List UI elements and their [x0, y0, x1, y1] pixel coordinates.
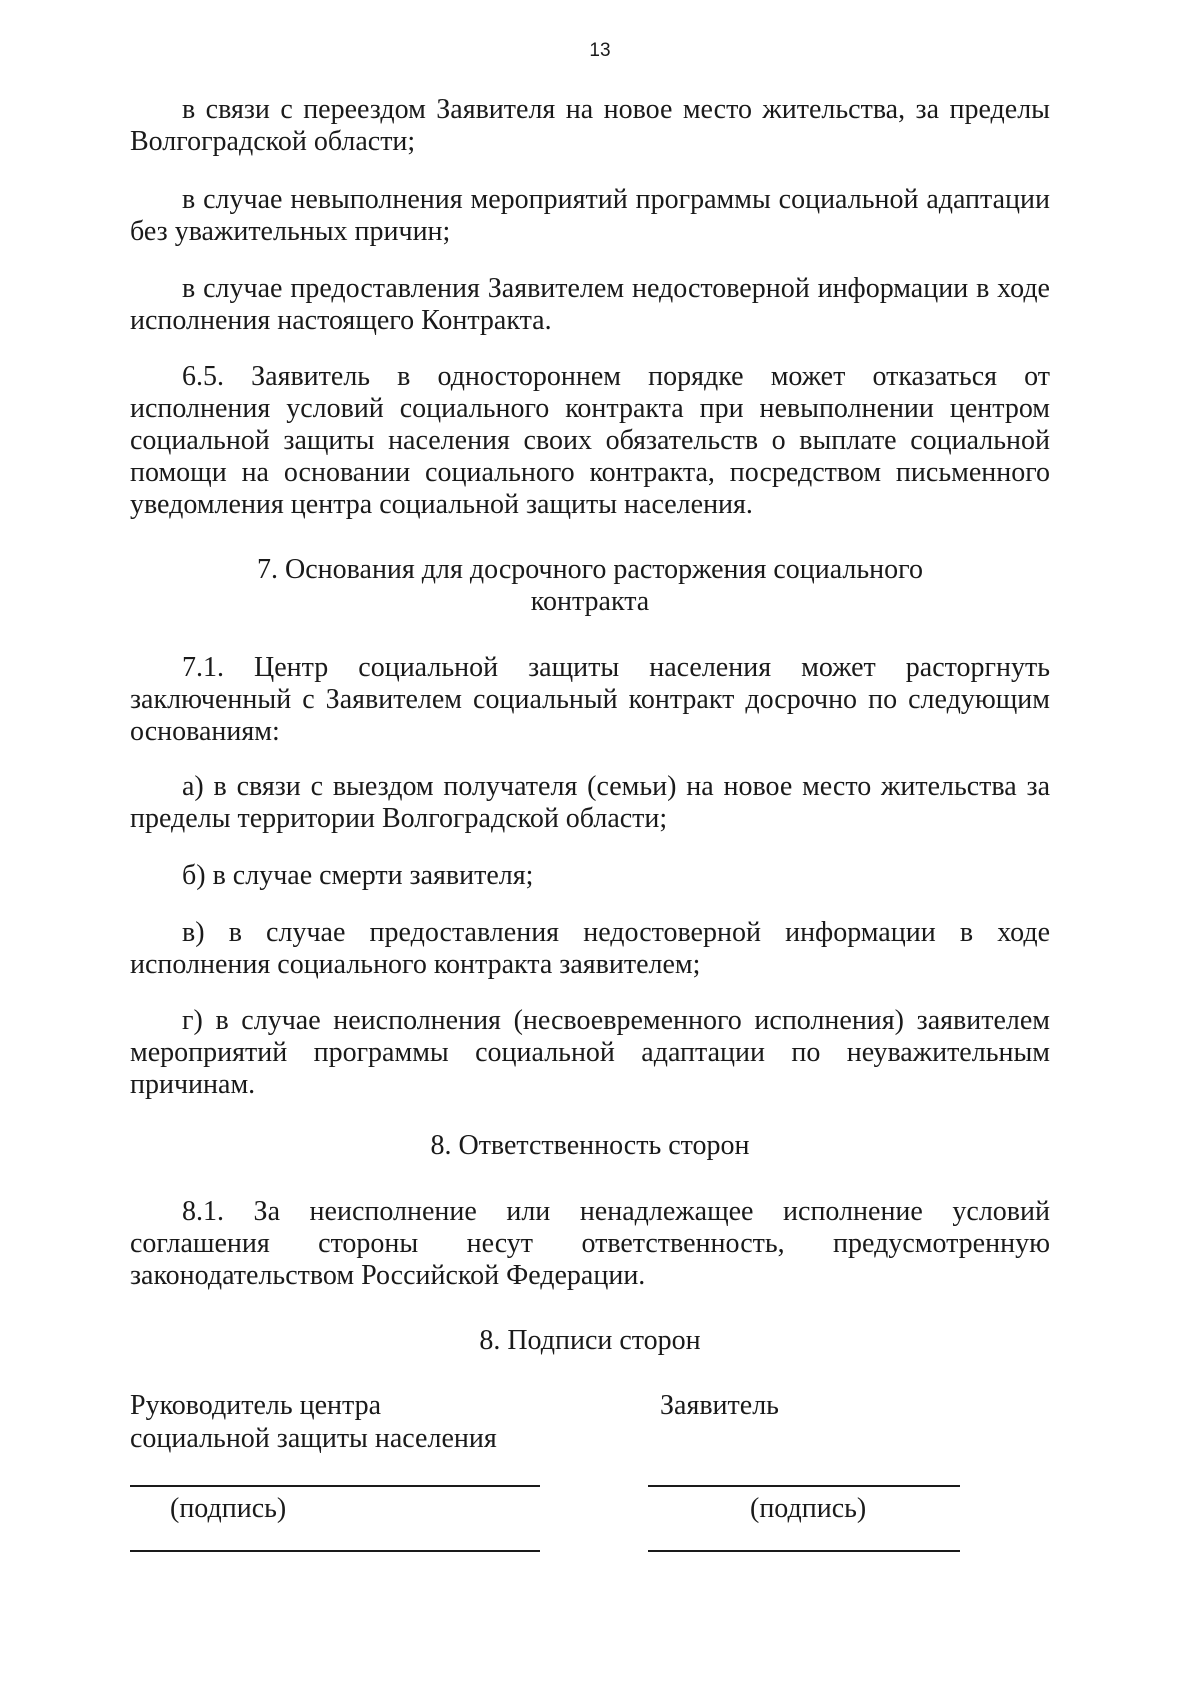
signatory-left: [130, 1389, 497, 1455]
date-line-right: [648, 1550, 960, 1552]
paragraph-7-1-b: б) в случае смерти заявителя;: [182, 860, 534, 891]
paragraph-7-1-a: а) в связи с выездом получателя (семьи) на новое место жительства за пределы территории Волгоградской области;: [130, 771, 1050, 834]
paragraph-7-1-v: в) в случае предоставления недостоверной информации в ходе исполнения социального контракта заявителем;: [130, 917, 1050, 980]
signatory-right: Заявитель: [660, 1390, 779, 1421]
signatory-left-line2: социальной защиты населения: [130, 1423, 497, 1454]
section-7-heading: [130, 554, 1050, 618]
paragraph-false-information: в случае предоставления Заявителем недостоверной информации в ходе исполнения настоящего Контракта.: [130, 273, 1050, 336]
signature-caption-left: (подпись): [170, 1493, 287, 1524]
signature-line-right: [648, 1485, 960, 1487]
paragraph-8-1: 8.1. За неисполнение или ненадлежащее исполнение условий соглашения стороны несут ответственность, предусмотренную законодательством Российской Федерации.: [130, 1196, 1050, 1291]
signature-line-left: [130, 1485, 540, 1487]
page-number: 13: [589, 40, 611, 61]
section-8-heading: 8. Ответственность сторон: [430, 1130, 750, 1161]
date-line-left: [130, 1550, 540, 1552]
paragraph-7-1-g: г) в случае неисполнения (несвоевременного исполнения) заявителем мероприятий программы социальной адаптации по неуважительным причинам.: [130, 1005, 1050, 1100]
paragraph-6-5: 6.5. Заявитель в одностороннем порядке может отказаться от исполнения условий социального контракта при невыполнении центром социальной защиты населения своих обязательств о выплате социальной помощи на основании социального контракта, посредством письменного уведомления центра социальной защиты населения.: [130, 361, 1050, 520]
section-7-heading-line1: 7. Основания для досрочного расторжения социального: [257, 554, 923, 585]
section-7-heading-line2: контракта: [530, 586, 650, 617]
signature-caption-right: (подпись): [750, 1493, 867, 1524]
signatory-left-line1: Руководитель центра: [130, 1390, 382, 1421]
paragraph-relocation: в связи с переездом Заявителя на новое место жительства, за пределы Волгоградской области;: [130, 94, 1050, 157]
paragraph-non-fulfillment: в случае невыполнения мероприятий программы социальной адаптации без уважительных причин;: [130, 184, 1050, 247]
paragraph-7-1: 7.1. Центр социальной защиты населения может расторгнуть заключенный с Заявителем социальный контракт досрочно по следующим основаниям:: [130, 652, 1050, 747]
signatures-heading: 8. Подписи сторон: [479, 1325, 701, 1356]
